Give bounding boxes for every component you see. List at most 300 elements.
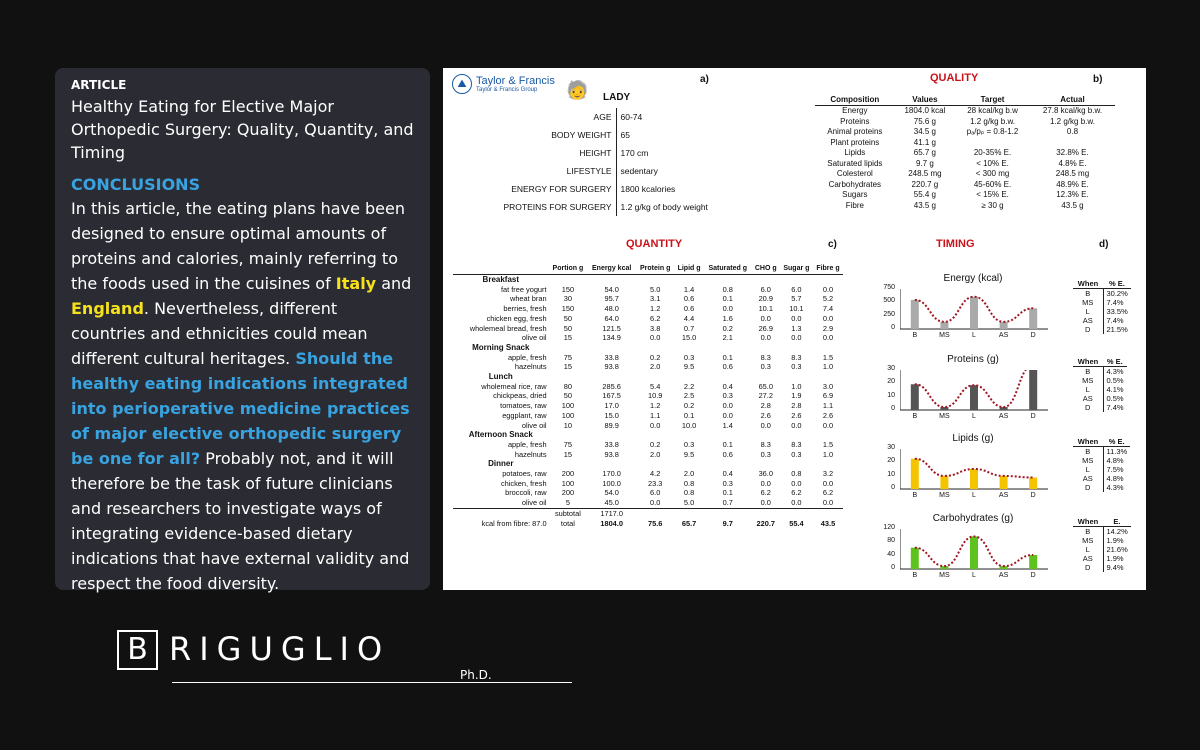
table-cell: 15.0 <box>681 333 697 343</box>
table-row <box>1073 316 1131 325</box>
table-cell: olive oil <box>521 333 547 343</box>
y-tick-label: 0 <box>891 324 895 331</box>
chart-bar <box>970 536 978 569</box>
y-tick-label: 750 <box>883 284 895 291</box>
table-row <box>1073 307 1131 316</box>
table-row <box>815 127 1115 138</box>
table-row <box>453 401 843 411</box>
table-cell: 27.8 kcal/kg b.w. <box>1042 106 1103 115</box>
table-cell: D <box>1073 483 1103 492</box>
column-header: Sugar g <box>780 264 813 275</box>
column-header: Actual <box>1030 94 1115 106</box>
table-cell: 1.9 <box>791 391 802 401</box>
x-tick-label: D <box>1030 572 1036 579</box>
column-header: Lipid g <box>674 264 704 275</box>
conclusions-text: In this article, the eating plans have been designed to ensure optimal amounts of proteins and calories, mainly referring to the foods used in the cuisines of Italy and England. Nevertheless, different countries and ethnicities could mean different cultural heritages. Should the healthy eating indications integrated into perioperative medicine practices of major elective orthopedic surgery be one for all? Probably not, and it will therefore be the task of future clinicians and researchers to investigate ways of integrating evidence-based dietary indications that have external validity and respect the food diversity. <box>71 199 412 593</box>
table-row <box>453 459 843 469</box>
table-cell: 0.0 <box>650 333 661 343</box>
table-cell: 0.8 <box>683 488 695 498</box>
table-cell: 248.5 mg <box>908 169 942 178</box>
table-cell: 43.5 g <box>1061 200 1084 210</box>
table-cell: 0.8 <box>722 284 733 294</box>
table-cell: 17.0 <box>604 401 619 411</box>
table-row <box>453 304 843 314</box>
table-cell: 0.0 <box>791 420 802 430</box>
table-cell: 20.9 <box>758 294 773 304</box>
table-cell: 0.0 <box>722 304 733 314</box>
table-row <box>1073 325 1131 334</box>
table-cell: 0.3 <box>722 391 733 401</box>
table-cell <box>674 430 704 440</box>
meal-group: Breakfast <box>482 275 520 284</box>
table-cell: 6.2 <box>791 488 802 498</box>
table-cell <box>752 275 780 285</box>
x-tick-label: MS <box>939 492 950 499</box>
table-cell <box>674 508 704 518</box>
table-cell: 1717.0 <box>587 508 636 518</box>
panel-label-a: a) <box>700 74 709 85</box>
table-cell: 100.0 <box>602 478 621 488</box>
table-cell: 6.0 <box>760 284 771 294</box>
table-cell: 9.5 <box>683 449 695 459</box>
table-cell: 93.8 <box>604 449 619 459</box>
table-cell: B <box>1073 367 1103 377</box>
row-value: 65 <box>620 130 630 140</box>
x-tick-label: MS <box>939 572 950 579</box>
table-cell <box>549 430 588 440</box>
table-row <box>453 324 843 334</box>
panel-label-c: c) <box>828 239 837 250</box>
table-cell: 1.9% <box>1106 536 1124 545</box>
table-row <box>1073 367 1127 377</box>
table-cell: Plant proteins <box>830 137 880 147</box>
table-row <box>815 159 1115 170</box>
table-cell <box>752 372 780 382</box>
table-cell: 15 <box>563 362 573 372</box>
table-row <box>453 430 843 440</box>
table-cell: 9.7 <box>722 518 733 528</box>
table-cell: 65.7 g <box>913 148 937 157</box>
x-tick-label: B <box>912 572 918 579</box>
table-cell: 5.4 <box>650 381 661 391</box>
table-cell: 0.3 <box>791 449 802 459</box>
table-cell <box>674 343 704 353</box>
article-label: ARTICLE <box>71 78 127 92</box>
table-cell: 170.0 <box>602 469 621 479</box>
table-cell: 121.5 <box>602 323 621 333</box>
table-cell: 0.1 <box>722 352 733 362</box>
table-cell: 0.0 <box>760 478 771 488</box>
table-cell <box>453 508 549 518</box>
table-cell: 11.3% <box>1106 447 1128 456</box>
chart-bar <box>1000 322 1008 329</box>
table-cell <box>587 459 636 469</box>
table-cell: 33.8 <box>604 352 619 362</box>
row-value: sedentary <box>620 166 658 176</box>
quality-title: QUALITY <box>930 72 979 84</box>
y-tick-label: 0 <box>891 564 895 571</box>
table-row <box>1073 554 1131 563</box>
table-cell: 6.0 <box>791 284 802 294</box>
table-cell <box>780 459 813 469</box>
article-title: Healthy Eating for Elective Major Orthopedic Surgery: Quality, Quantity, and Timing <box>71 97 414 162</box>
table-cell: 0.1 <box>722 488 733 498</box>
table-row <box>815 190 1115 201</box>
table-cell: 8.3 <box>791 439 802 449</box>
table-cell: 0.6 <box>722 362 733 372</box>
table-cell: 6.0 <box>650 488 661 498</box>
table-cell: 2.0 <box>650 449 661 459</box>
table-cell: 64.0 <box>604 313 619 323</box>
table-cell: total <box>560 518 575 528</box>
y-tick-label: 250 <box>883 310 895 318</box>
panel-label-b: b) <box>1093 74 1103 85</box>
table-cell: 2.6 <box>791 410 802 420</box>
x-tick-label: L <box>972 492 976 499</box>
table-cell: B <box>1073 447 1103 457</box>
table-cell: 48.9% E. <box>1056 179 1089 189</box>
italy-highlight: Italy <box>335 274 377 293</box>
table-cell: 0.6 <box>683 304 695 314</box>
table-row <box>453 333 843 343</box>
table-cell <box>636 275 674 285</box>
article-panel <box>55 68 430 593</box>
table-cell: 0.4 <box>722 469 733 479</box>
table-cell: 93.8 <box>604 362 619 372</box>
table-row <box>453 421 843 431</box>
chart-plot <box>900 529 1048 571</box>
publisher-logo: ⛰ Taylor & Francis Taylor & Francis Group <box>452 74 572 102</box>
table-row <box>453 285 843 295</box>
chart-bar <box>940 322 948 329</box>
table-cell: 150 <box>561 284 575 294</box>
row-label: BODY WEIGHT <box>451 126 616 144</box>
table-cell: 1.9% <box>1106 554 1124 563</box>
table-cell: 2.0 <box>650 362 661 372</box>
table-cell: 1.5 <box>822 439 834 449</box>
table-cell: 150 <box>561 304 575 314</box>
brand-underline <box>172 682 572 683</box>
table-cell: 220.7 <box>756 518 775 528</box>
table-row <box>1073 527 1131 537</box>
table-cell: 65.7 <box>681 518 697 528</box>
table-cell <box>636 508 674 518</box>
table-cell <box>587 372 636 382</box>
table-cell: 41.1 g <box>913 137 937 147</box>
table-cell: 0.0 <box>760 498 771 508</box>
table-cell: 7.5% <box>1106 465 1124 474</box>
table-cell <box>752 343 780 353</box>
table-cell: 2.1 <box>722 333 733 343</box>
column-header: % E. <box>1103 357 1127 367</box>
table-row <box>815 138 1115 149</box>
table-cell: D <box>1073 325 1103 334</box>
table-cell: 4.3% <box>1106 367 1124 376</box>
table-cell <box>813 343 843 353</box>
table-cell: 50 <box>563 313 573 323</box>
table-cell: 200 <box>561 469 575 479</box>
table-row <box>453 372 843 382</box>
table-row <box>453 479 843 489</box>
when-table <box>1073 357 1127 412</box>
chart-title: Proteins (g) <box>947 354 999 365</box>
table-cell: MS <box>1073 536 1103 545</box>
lady-icon: 🧓 <box>566 80 589 100</box>
x-tick-label: AS <box>998 492 1009 499</box>
table-cell: Animal proteins <box>827 127 883 136</box>
table-cell: 6.9 <box>822 391 834 401</box>
table-cell: 1.6 <box>722 313 733 323</box>
table-cell: L <box>1073 465 1103 474</box>
panel-label-d: d) <box>1099 239 1109 250</box>
table-cell: 1.3 <box>791 323 802 333</box>
table-cell: 1.4 <box>722 420 733 430</box>
table-cell: AS <box>1073 394 1103 403</box>
table-cell: 100 <box>561 478 575 488</box>
table-row <box>453 440 843 450</box>
table-cell: 1804.0 kcal <box>904 106 946 115</box>
table-cell <box>813 275 843 285</box>
figure-panel <box>443 68 1146 590</box>
table-cell: 0.0 <box>822 333 834 343</box>
table-cell: B <box>1073 289 1103 299</box>
table-cell: 0.6 <box>683 294 695 304</box>
total-row <box>453 519 843 529</box>
table-row <box>1073 465 1130 474</box>
table-cell: 0.3 <box>760 362 771 372</box>
table-cell: 55.4 g <box>913 190 937 199</box>
table-cell: 36.0 <box>758 469 773 479</box>
table-cell: kcal from fibre: 87.0 <box>481 518 547 528</box>
table-row <box>815 169 1115 180</box>
table-cell: 75 <box>563 439 573 449</box>
chart-bar <box>1029 478 1037 489</box>
x-tick-label: L <box>972 332 976 339</box>
table-cell <box>674 275 704 285</box>
table-cell: Saturated lipids <box>827 158 883 168</box>
chart-bar <box>911 300 919 329</box>
table-cell: 21.5% <box>1106 325 1128 334</box>
table-cell: wheat bran <box>509 294 547 304</box>
table-cell: 3.8 <box>650 323 661 333</box>
y-tick-label: 20 <box>887 457 895 465</box>
table-cell: MS <box>1073 376 1103 385</box>
table-row <box>1073 376 1127 385</box>
table-row <box>1073 403 1127 412</box>
x-tick-label: AS <box>998 332 1009 339</box>
table-cell: 0.0 <box>791 333 802 343</box>
when-table <box>1073 517 1131 572</box>
table-cell: 1.2 <box>650 304 661 314</box>
table-cell: 14.2% <box>1106 527 1128 536</box>
table-cell: chicken egg, fresh <box>486 313 547 323</box>
table-cell: 30 <box>563 294 573 304</box>
table-cell: 8.3 <box>760 352 771 362</box>
x-tick-label: MS <box>939 413 950 420</box>
table-cell: olive oil <box>521 498 547 508</box>
table-cell: pₐ/pₚ = 0.8-1.2 <box>966 127 1019 136</box>
table-cell: 3.0 <box>822 381 834 391</box>
column-header: Fibre g <box>813 264 843 275</box>
table-cell: 7.4 <box>822 304 834 314</box>
table-cell: 4.4 <box>683 313 695 323</box>
column-header: Values <box>895 94 955 106</box>
table-cell: 54.0 <box>604 488 619 498</box>
table-cell: B <box>1073 527 1103 537</box>
table-cell <box>955 138 1030 149</box>
meal-group: Afternoon Snack <box>468 430 533 440</box>
table-cell: broccoli, raw <box>505 488 547 498</box>
table-cell <box>813 430 843 440</box>
table-cell: 75.6 g <box>913 116 937 126</box>
meal-group: Dinner <box>488 459 514 469</box>
table-cell: 0.0 <box>822 478 834 488</box>
table-cell: 1.1 <box>822 401 834 411</box>
chart-title: Lipids (g) <box>952 433 994 444</box>
meal-group: Morning Snack <box>472 342 530 352</box>
when-table <box>1073 279 1131 334</box>
table-cell: < 15% E. <box>976 190 1009 199</box>
chart-bar <box>970 385 978 410</box>
table-cell: ≥ 30 g <box>981 200 1004 210</box>
table-cell: MS <box>1073 298 1103 307</box>
table-cell <box>1030 138 1115 149</box>
england-highlight: England <box>71 299 144 318</box>
table-row <box>451 162 712 180</box>
table-cell: < 300 mg <box>975 169 1010 178</box>
subtotal-row <box>453 508 843 518</box>
table-cell <box>752 459 780 469</box>
table-row <box>451 126 712 144</box>
table-cell: fat free yogurt <box>500 284 547 294</box>
x-tick-label: B <box>912 413 918 420</box>
lady-table <box>451 108 712 216</box>
table-cell: Energy <box>842 106 868 115</box>
row-label: AGE <box>451 108 616 126</box>
table-cell: MS <box>1073 456 1103 465</box>
table-cell: 2.0 <box>683 469 695 479</box>
table-cell <box>780 275 813 285</box>
table-row <box>1073 483 1130 492</box>
table-cell: 0.3 <box>791 362 802 372</box>
y-tick-label: 40 <box>887 550 895 558</box>
table-cell: 10.0 <box>681 420 697 430</box>
table-cell: eggplant, raw <box>502 410 547 420</box>
table-cell: 2.2 <box>683 381 695 391</box>
table-cell: 0.0 <box>822 284 834 294</box>
x-tick-label: AS <box>998 413 1009 420</box>
table-cell: 220.7 g <box>911 179 939 189</box>
table-cell: 0.0 <box>791 498 802 508</box>
lady-title: LADY <box>603 92 631 103</box>
table-cell: 9.4% <box>1106 563 1124 572</box>
table-cell: 0.0 <box>760 420 771 430</box>
table-cell: 95.7 <box>604 294 619 304</box>
table-cell: 2.6 <box>822 410 834 420</box>
table-row <box>453 294 843 304</box>
timing-title: TIMING <box>936 238 975 250</box>
table-cell: 0.8 <box>683 478 695 488</box>
table-row <box>453 275 843 285</box>
table-cell: 33.8 <box>604 439 619 449</box>
table-cell: 45.0 <box>604 498 619 508</box>
column-header: Protein g <box>636 264 674 275</box>
table-cell: 1.5 <box>822 352 834 362</box>
table-cell <box>549 372 588 382</box>
row-label: LIFESTYLE <box>451 162 616 180</box>
table-cell: 0.4 <box>722 381 733 391</box>
table-cell <box>636 372 674 382</box>
table-cell <box>704 372 752 382</box>
table-row <box>453 469 843 479</box>
table-cell: 20-35% E. <box>973 148 1012 157</box>
table-cell <box>636 459 674 469</box>
table-cell: Sugars <box>842 190 868 199</box>
table-cell: 5.0 <box>683 498 695 508</box>
table-cell: 54.0 <box>604 284 619 294</box>
table-row <box>1073 545 1131 554</box>
table-cell: 285.6 <box>602 381 621 391</box>
x-tick-label: MS <box>939 332 950 339</box>
table-cell: Lipids <box>844 148 866 157</box>
y-tick-label: 10 <box>887 470 895 478</box>
table-row <box>1073 474 1130 483</box>
table-cell <box>636 430 674 440</box>
table-cell: 3.2 <box>822 469 834 479</box>
table-cell <box>674 459 704 469</box>
table-cell: 10.9 <box>648 391 663 401</box>
table-cell: 43.5 g <box>913 200 937 210</box>
table-cell: 15 <box>563 333 573 343</box>
x-tick-label: L <box>972 572 976 579</box>
table-cell: Carbohydrates <box>828 179 882 189</box>
x-tick-label: D <box>1030 332 1036 339</box>
column-header <box>453 264 549 275</box>
table-cell: Colesterol <box>836 169 873 178</box>
table-row <box>453 488 843 498</box>
table-cell: 7.4% <box>1106 403 1124 412</box>
table-cell: 43.5 <box>820 518 836 528</box>
table-cell: 89.9 <box>604 420 619 430</box>
table-cell: 50 <box>563 323 573 333</box>
table-cell: 55.4 <box>789 518 804 528</box>
table-cell: 10.1 <box>789 304 804 314</box>
table-row <box>453 498 843 508</box>
chart-bar <box>911 384 919 410</box>
table-cell <box>813 508 843 518</box>
table-cell: 65.0 <box>758 381 773 391</box>
table-cell: 0.0 <box>760 313 771 323</box>
table-cell <box>752 508 780 518</box>
table-cell: 15.0 <box>604 410 619 420</box>
x-tick-label: L <box>972 413 976 420</box>
chart-bar <box>970 297 978 329</box>
y-tick-label: 10 <box>887 391 895 399</box>
table-cell: wholemeal bread, fresh <box>469 323 547 333</box>
table-cell <box>780 430 813 440</box>
table-cell: 5.7 <box>791 294 802 304</box>
row-label: ENERGY FOR SURGERY <box>451 180 616 198</box>
table-cell: 75.6 <box>648 518 663 528</box>
table-cell: 1.0 <box>791 381 802 391</box>
table-cell: 0.0 <box>822 420 834 430</box>
table-cell: 5.0 <box>650 284 661 294</box>
column-header: Energy kcal <box>587 264 636 275</box>
y-tick-label: 500 <box>883 297 895 305</box>
y-tick-label: 80 <box>887 537 895 545</box>
y-tick-label: 120 <box>883 524 895 531</box>
table-cell: 0.0 <box>722 410 733 420</box>
